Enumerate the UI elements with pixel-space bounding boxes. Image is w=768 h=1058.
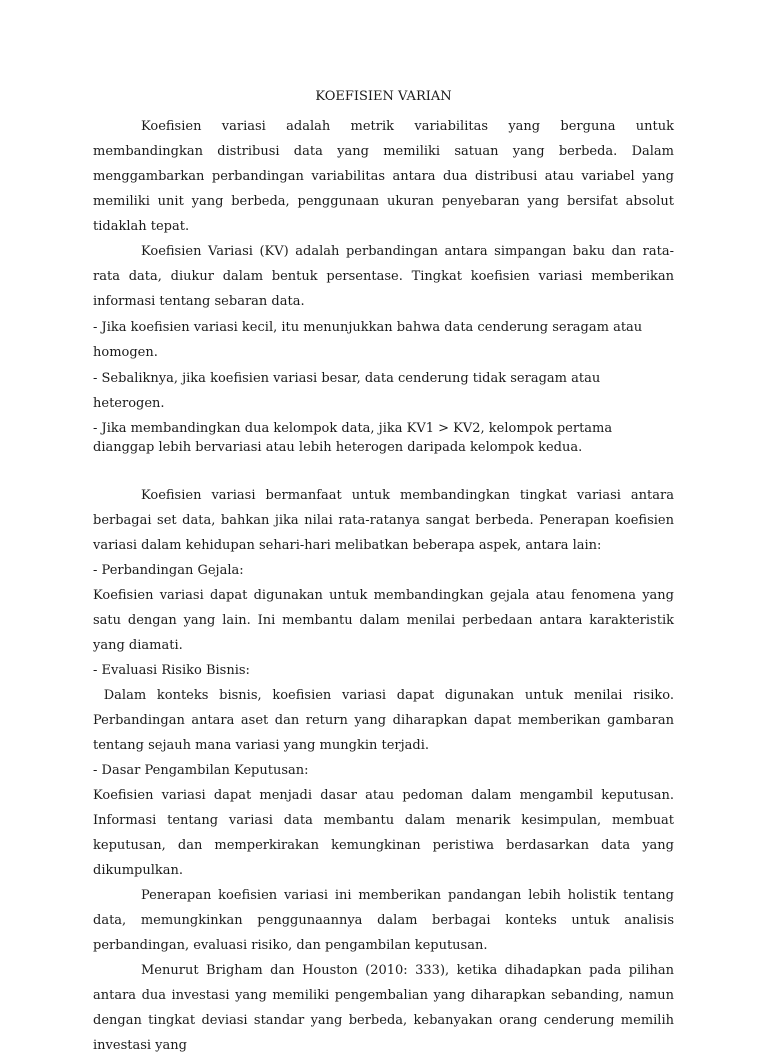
paragraph-definition: Koefisien variasi adalah metrik variabilitas yang berguna untuk membandingkan distribusi data yang memiliki satuan yang berbeda. Dalam menggambarkan perbandingan variabilitas antara dua distribusi atau variabel yang memiliki unit yang berbeda, penggunaan ukuran penyebaran yang bersifat absolut tidaklah tepat. bbox=[93, 119, 674, 234]
heading-symptom-comparison: - Perbandingan Gejala: bbox=[93, 563, 244, 578]
paragraph-brigham-houston: Menurut Brigham dan Houston (2010: 333), ketika dihadapkan pada pilihan antara dua investasi yang memiliki pengembalian yang diharapkan sebanding, namun dengan tingkat deviasi standar yang berbeda, kebanyakan orang cenderung memilih investasi yang bbox=[93, 963, 674, 1053]
paragraph-application: Penerapan koefisien variasi ini memberikan pandangan lebih holistik tentang data, memungkinkan penggunaannya dalam berbagai konteks untuk analisis perbandingan, evaluasi risiko, dan pengambilan keputusan. bbox=[93, 888, 674, 953]
heading-business-risk: - Evaluasi Risiko Bisnis: bbox=[93, 663, 250, 678]
bullet-kv-large: - Sebaliknya, jika koefisien variasi besar, data cenderung tidak seragam atau heterogen. bbox=[93, 371, 601, 411]
paragraph-business-risk: Dalam konteks bisnis, koefisien variasi dapat digunakan untuk menilai risiko. Perbandingan antara aset dan return yang diharapkan dapat memberikan gambaran tentang sejauh mana variasi yang mungkin terjadi. bbox=[93, 688, 679, 753]
document-page bbox=[93, 84, 679, 1058]
paragraph-spacer bbox=[93, 457, 674, 483]
heading-decision-basis: - Dasar Pengambilan Keputusan: bbox=[93, 763, 309, 778]
document-title: KOEFISIEN VARIAN bbox=[315, 89, 452, 104]
bullet-kv-small: - Jika koefisien variasi kecil, itu menunjukkan bahwa data cenderung seragam atau homogen. bbox=[93, 320, 643, 360]
paragraph-usefulness: Koefisien variasi bermanfaat untuk membandingkan tingkat variasi antara berbagai set data, bahkan jika nilai rata-ratanya sangat berbeda. Penerapan koefisien variasi dalam kehidupan sehari-hari melibatkan beberapa aspek, antara lain: bbox=[93, 488, 674, 553]
paragraph-symptom-comparison: Koefisien variasi dapat digunakan untuk membandingkan gejala atau fenomena yang satu dengan yang lain. Ini membantu dalam menilai perbedaan antara karakteristik yang diamati. bbox=[93, 588, 674, 653]
paragraph-kv-definition: Koefisien Variasi (KV) adalah perbandingan antara simpangan baku dan rata-rata data, diukur dalam bentuk persentase. Tingkat koefisien variasi memberikan informasi tentang sebaran data. bbox=[93, 244, 674, 309]
paragraph-decision-basis: Koefisien variasi dapat menjadi dasar atau pedoman dalam mengambil keputusan. Informasi tentang variasi data membantu dalam menarik kesimpulan, membuat keputusan, dan memperkirakan kemungkinan peristiwa berdasarkan data yang dikumpulkan. bbox=[93, 788, 674, 878]
bullet-kv-compare: - Jika membandingkan dua kelompok data, jika KV1 > KV2, kelompok pertama dianggap lebih bervariasi atau lebih heterogen daripada kelompok kedua. bbox=[93, 421, 613, 455]
